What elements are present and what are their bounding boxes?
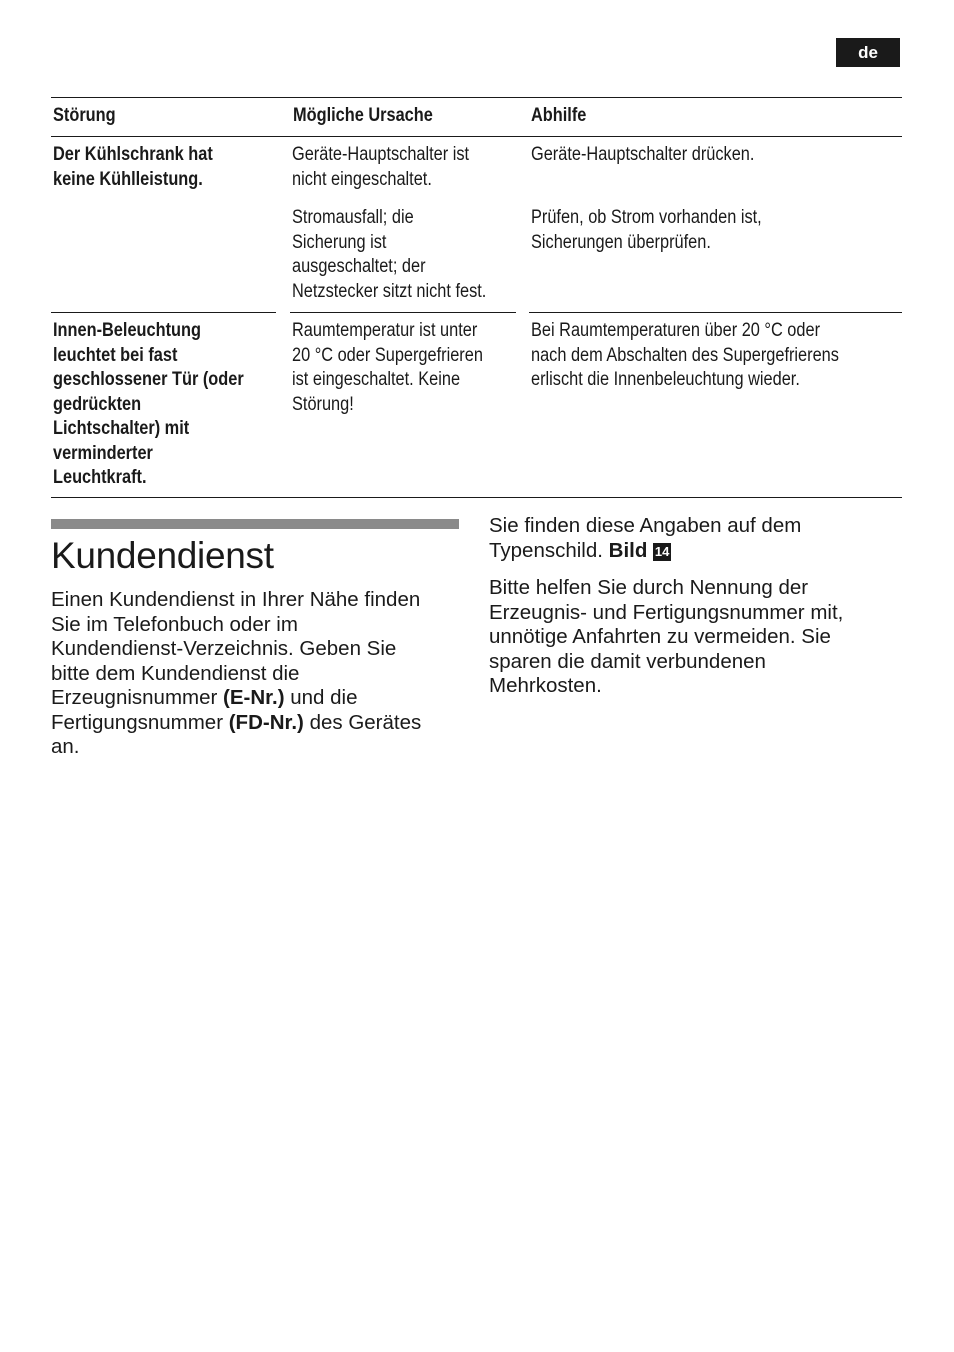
row1-rule-fault [51,312,276,313]
header-remedy: Abhilfe [531,105,587,126]
row2-fault: Innen-Beleuchtung leuchtet bei fast geschlossener Tür (oder gedrückten Lichtschalter) mit verminderter Leuchtkraft. [53,320,244,488]
table-top-rule [51,97,902,98]
fdnr-label: (FD-Nr.) [228,710,304,734]
language-badge: de [836,38,900,67]
section-bar [51,519,459,529]
bild-label: Bild [608,538,648,562]
row1-remedy-2: Prüfen, ob Strom vorhanden ist, Sicherungen überprüfen. [531,207,762,253]
row2-cause: Raumtemperatur ist unter 20 °C oder Supergefrieren ist eingeschaltet. Keine Störung! [292,320,483,415]
right-paragraph-1: Sie finden diese Angaben auf dem Typenschild. Bild 14 [489,514,802,562]
header-cause: Mögliche Ursache [293,105,433,126]
section-title: Kundendienst [51,535,274,576]
row1-cause-1: Geräte-Hauptschalter ist nicht eingeschaltet. [292,144,470,190]
table-header-rule [51,136,902,137]
row1-fault: Der Kühlschrank hat keine Kühlleistung. [53,144,213,190]
row1-remedy-1: Geräte-Hauptschalter drücken. [531,144,755,165]
row2-remedy: Bei Raumtemperaturen über 20 °C oder nach dem Abschalten des Supergefrierens erlischt die Innenbeleuchtung wieder. [531,320,839,390]
row1-rule-remedy [529,312,902,313]
row1-cause-2: Stromausfall; die Sicherung ist ausgeschaltet; der Netzstecker sitzt nicht fest. [292,207,487,302]
table-bottom-rule [51,497,902,498]
left-paragraph: Einen Kundendienst in Ihrer Nähe finden Sie im Telefonbuch oder im Kundendienst-Verzeichnis. Geben Sie bitte dem Kundendienst die Erzeugnisnummer (E-Nr.) und die Fertigungsnummer (FD-Nr.) des Gerätes an. [51,588,422,758]
enr-label: (E-Nr.) [223,686,285,709]
right-paragraph-2: Bitte helfen Sie durch Nennung der Erzeugnis- und Fertigungsnummer mit, unnötige Anfahrten zu vermeiden. Sie sparen die damit verbundenen Mehrkosten. [489,576,844,697]
header-fault: Störung [53,105,116,126]
figure-number-badge: 14 [654,543,670,559]
row1-rule-cause [290,312,516,313]
